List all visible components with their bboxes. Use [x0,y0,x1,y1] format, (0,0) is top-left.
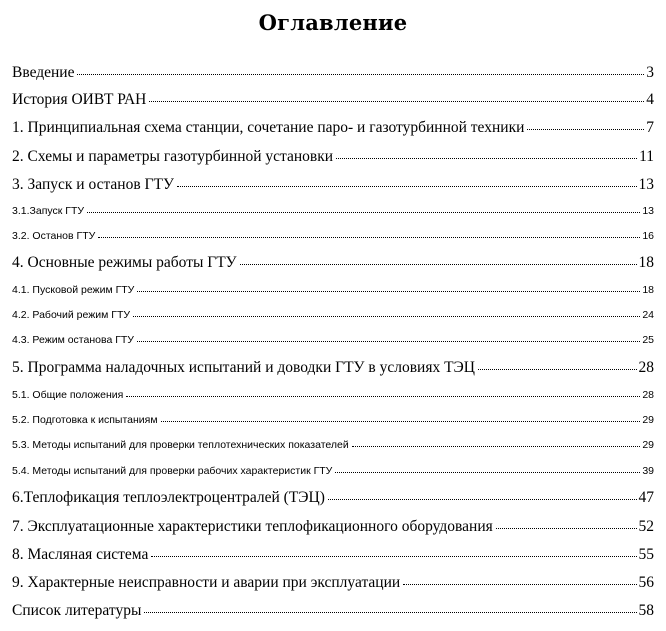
toc-entry-page: 29 [642,439,654,451]
toc-entry-label: 3.2. Останов ГТУ [12,230,96,242]
dot-leader [336,157,637,159]
dot-leader [137,290,640,292]
dot-leader [149,100,644,102]
toc-entry-label: 5.1. Общие положения [12,389,124,401]
toc-entry-chapter-9[interactable] [12,574,654,592]
toc-entry-label: 8. Масляная система [12,546,149,563]
toc-entry-label: 4.1. Пусковой режим ГТУ [12,284,135,296]
toc-entry-label: 3. Запуск и останов ГТУ [12,176,174,193]
toc-entry-label: 1. Принципиальная схема станции, сочетание паро- и газотурбинной техники [12,119,525,136]
toc-entry-page: 56 [638,574,654,591]
toc-entry-history[interactable] [12,91,654,109]
toc-entry-page: 25 [642,334,654,346]
toc-entry-section-5-2[interactable] [12,414,654,426]
toc-entry-chapter-3[interactable] [12,176,654,194]
dot-leader [335,471,640,473]
dot-leader [98,236,640,238]
toc-entry-label: Список литературы [12,602,142,619]
toc-entry-chapter-2[interactable] [12,148,654,166]
toc-entry-section-3-1[interactable] [12,205,654,217]
dot-leader [328,498,637,500]
toc-entry-introduction[interactable] [12,64,654,82]
toc-entry-page: 52 [638,518,654,535]
toc-entry-section-5-1[interactable] [12,389,654,401]
toc-entry-page: 7 [646,119,654,136]
dot-leader [137,340,640,342]
toc-entry-page: 4 [646,91,654,108]
toc-entry-chapter-5[interactable] [12,359,654,377]
toc-entry-label: 4.3. Режим останова ГТУ [12,334,134,346]
dot-leader [496,527,637,529]
toc-entry-label: 5. Программа наладочных испытаний и доводки ГТУ в условиях ТЭЦ [12,359,475,376]
toc-entry-label: 3.1.Запуск ГТУ [12,205,85,217]
toc-entry-label: 4.2. Рабочий режим ГТУ [12,309,131,321]
toc-entry-page: 58 [638,602,654,619]
dot-leader [177,185,637,187]
toc-entry-page: 39 [642,465,654,477]
toc-entry-label: 5.2. Подготовка к испытаниям [12,414,158,426]
dot-leader [478,368,637,370]
toc-entry-chapter-8[interactable] [12,546,654,564]
toc-entry-page: 28 [642,389,654,401]
toc-entry-chapter-1[interactable] [12,119,654,137]
toc-entry-label: 5.4. Методы испытаний для проверки рабочих характеристик ГТУ [12,465,333,477]
toc-entry-section-5-4[interactable] [12,465,654,477]
toc-entry-chapter-7[interactable] [12,518,654,536]
toc-entry-bibliography[interactable] [12,602,654,620]
toc-entry-page: 18 [642,284,654,296]
toc-entry-page: 11 [639,148,654,165]
toc-entry-page: 55 [638,546,654,563]
toc-entry-section-4-2[interactable] [12,309,654,321]
toc-entry-page: 47 [638,489,654,506]
toc-entry-label: 2. Схемы и параметры газотурбинной установки [12,148,334,165]
toc-entry-page: 16 [642,230,654,242]
dot-leader [87,211,640,213]
dot-leader [161,420,641,422]
toc-entry-page: 24 [642,309,654,321]
toc-entry-label: 7. Эксплуатационные характеристики теплофикационного оборудования [12,518,493,535]
toc-entry-page: 18 [638,254,654,271]
toc-entry-section-3-2[interactable] [12,230,654,242]
toc-entry-section-4-1[interactable] [12,284,654,296]
dot-leader [527,128,644,130]
toc-entry-page: 13 [642,205,654,217]
toc-entry-chapter-4[interactable] [12,254,654,272]
toc-entry-section-4-3[interactable] [12,334,654,346]
toc-entry-label: 9. Характерные неисправности и аварии при эксплуатации [12,574,401,591]
toc-entry-label: 6.Теплофикация теплоэлектроцентралей (ТЭЦ) [12,489,325,506]
toc-entry-page: 29 [642,414,654,426]
toc-entry-chapter-6[interactable] [12,489,654,507]
toc-entry-section-5-3[interactable] [12,439,654,451]
dot-leader [403,583,636,585]
toc-entry-page: 28 [638,359,654,376]
toc-entry-page: 3 [646,64,654,81]
toc-entry-page: 13 [638,176,654,193]
toc-entry-label: 4. Основные режимы работы ГТУ [12,254,237,271]
dot-leader [240,263,637,265]
dot-leader [352,445,641,447]
dot-leader [77,73,644,75]
page-title: Оглавление [258,10,408,35]
toc-entry-label: Введение [12,64,75,81]
toc-entry-label: История ОИВТ РАН [12,91,147,108]
dot-leader [126,395,640,397]
dot-leader [144,611,636,613]
dot-leader [133,315,640,317]
toc-entry-label: 5.3. Методы испытаний для проверки теплотехнических показателей [12,439,349,451]
dot-leader [151,555,636,557]
